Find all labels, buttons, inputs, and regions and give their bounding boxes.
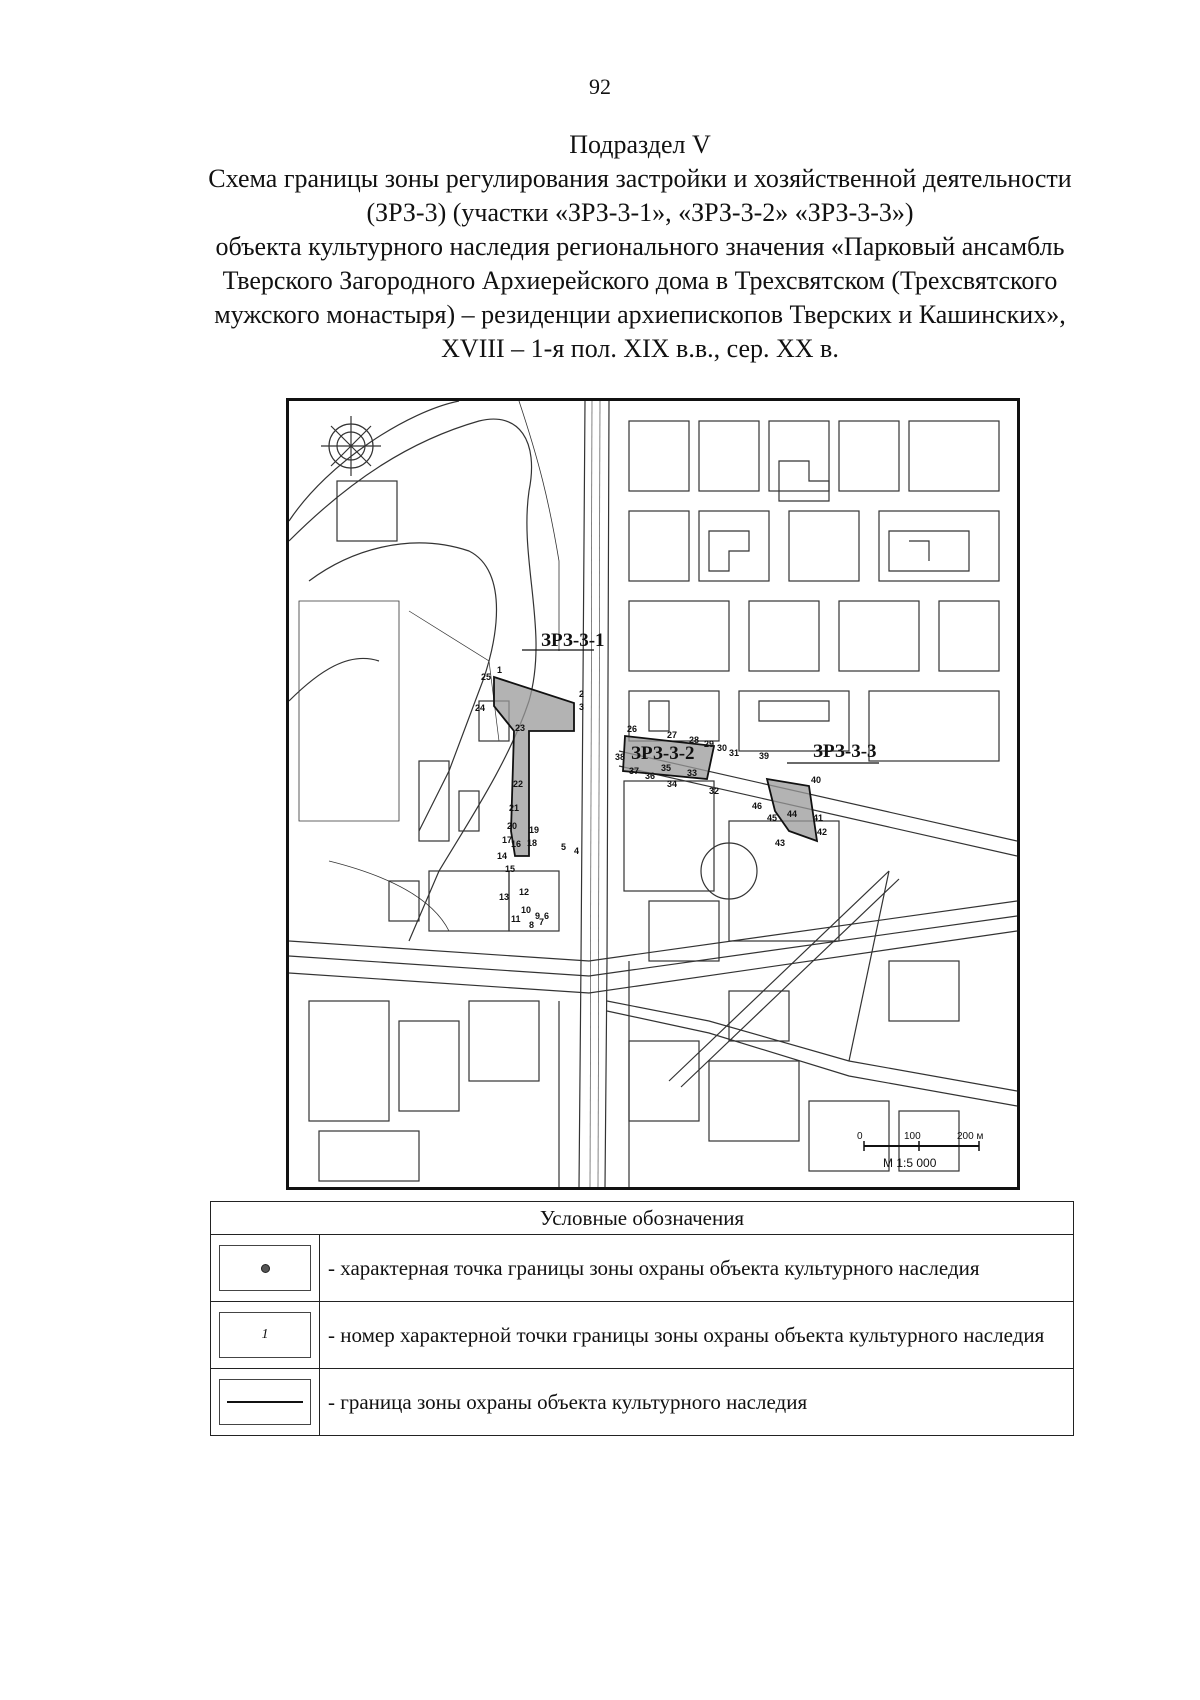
boundary-line-icon bbox=[227, 1401, 303, 1403]
point-number: 36 bbox=[645, 771, 656, 781]
zone-label-zrz-3-3: ЗРЗ-3-3 bbox=[813, 741, 877, 762]
point-number: 41 bbox=[813, 813, 824, 823]
legend-symbol-cell bbox=[211, 1302, 320, 1369]
heading-line: Подраздел V bbox=[569, 130, 711, 159]
point-number: 15 bbox=[505, 864, 516, 874]
zone-label-zrz-3-2: ЗРЗ-3-2 bbox=[631, 743, 695, 764]
point-number: 12 bbox=[519, 887, 530, 897]
point-number: 38 bbox=[615, 752, 626, 762]
point-number: 14 bbox=[497, 851, 508, 861]
point-number: 13 bbox=[499, 892, 510, 902]
point-number: 46 bbox=[752, 801, 763, 811]
legend-symbol-cell bbox=[211, 1369, 320, 1436]
point-number: 39 bbox=[759, 751, 770, 761]
legend-header-row bbox=[211, 1202, 1074, 1235]
point-number: 9 bbox=[535, 911, 541, 921]
map-drawing bbox=[289, 401, 1017, 1187]
scale-label: 0 bbox=[857, 1131, 863, 1142]
point-number: 5 bbox=[561, 842, 567, 852]
point-number-sample: 1 bbox=[261, 1327, 269, 1342]
heading-line: XVIII – 1-я пол. XIX в.в., сер. XX в. bbox=[441, 334, 839, 363]
point-number: 31 bbox=[729, 748, 740, 758]
point-number: 17 bbox=[502, 835, 513, 845]
point-number: 34 bbox=[667, 779, 678, 789]
point-number: 33 bbox=[687, 768, 698, 778]
point-number: 19 bbox=[529, 825, 540, 835]
point-number: 24 bbox=[475, 703, 486, 713]
legend-symbol bbox=[219, 1245, 311, 1291]
legend-description: - характерная точка границы зоны охраны объекта культурного наследия bbox=[320, 1235, 1074, 1302]
legend-symbol bbox=[219, 1312, 311, 1358]
point-number: 29 bbox=[704, 739, 715, 749]
point-number: 16 bbox=[511, 839, 522, 849]
legend-row bbox=[211, 1302, 1074, 1369]
point-number: 28 bbox=[689, 735, 700, 745]
legend-text: характерная точка границы зоны охраны объекта культурного наследия bbox=[340, 1255, 980, 1280]
point-number: 10 bbox=[521, 905, 532, 915]
point-number: 21 bbox=[509, 803, 520, 813]
point-number: 32 bbox=[709, 786, 720, 796]
point-number: 45 bbox=[767, 813, 778, 823]
page-number: 92 bbox=[589, 74, 611, 99]
heading-line: (ЗРЗ-3) (участки «ЗРЗ-3-1», «ЗРЗ-3-2» «ЗРЗ-3-3») bbox=[366, 198, 914, 227]
scale-label: 200 м bbox=[957, 1131, 984, 1142]
document-heading bbox=[150, 128, 1130, 366]
point-number: 27 bbox=[667, 730, 678, 740]
legend-table bbox=[210, 1201, 1074, 1436]
zone-label-zrz-3-1: ЗРЗ-3-1 bbox=[541, 630, 605, 651]
point-number: 2 bbox=[579, 689, 585, 699]
legend-description: - граница зоны охраны объекта культурного наследия bbox=[320, 1369, 1074, 1436]
point-number: 11 bbox=[511, 914, 521, 924]
map-linework bbox=[289, 401, 1017, 1187]
point-number: 20 bbox=[507, 821, 518, 831]
legend-symbol-cell bbox=[211, 1235, 320, 1302]
legend-text: граница зоны охраны объекта культурного наследия bbox=[340, 1389, 808, 1414]
scale-ratio: М 1:5 000 bbox=[883, 1156, 937, 1170]
heading-line: мужского монастыря) – резиденции архиепископов Тверских и Кашинских», bbox=[214, 300, 1066, 329]
point-number: 35 bbox=[661, 763, 672, 773]
point-number: 1 bbox=[497, 665, 503, 675]
point-number: 4 bbox=[574, 846, 580, 856]
heading-line: Тверского Загородного Архиерейского дома в Трехсвятском (Трехсвятского bbox=[222, 266, 1058, 295]
point-number: 6 bbox=[544, 911, 550, 921]
point-number: 44 bbox=[787, 809, 798, 819]
zone-map bbox=[286, 398, 1020, 1190]
legend-symbol bbox=[219, 1379, 311, 1425]
point-number: 8 bbox=[529, 920, 535, 930]
legend-description: - номер характерной точки границы зоны охраны объекта культурного наследия bbox=[320, 1302, 1074, 1369]
legend-row bbox=[211, 1235, 1074, 1302]
point-number: 25 bbox=[481, 672, 492, 682]
point-number: 18 bbox=[527, 838, 538, 848]
legend-row bbox=[211, 1369, 1074, 1436]
scale-bar bbox=[857, 1131, 983, 1170]
heading-line: объекта культурного наследия регионального значения «Парковый ансамбль bbox=[215, 232, 1065, 261]
point-number: 40 bbox=[811, 775, 822, 785]
point-number: 43 bbox=[775, 838, 786, 848]
point-number: 42 bbox=[817, 827, 828, 837]
scale-label: 100 bbox=[904, 1131, 921, 1142]
point-number: 26 bbox=[627, 724, 638, 734]
point-number: 30 bbox=[717, 743, 728, 753]
heading-line: Схема границы зоны регулирования застройки и хозяйственной деятельности bbox=[208, 164, 1072, 193]
point-number: 37 bbox=[629, 766, 640, 776]
point-number: 3 bbox=[579, 702, 585, 712]
point-marker-icon bbox=[261, 1264, 270, 1273]
point-number: 7 bbox=[539, 917, 545, 927]
legend-text: номер характерной точки границы зоны охраны объекта культурного наследия bbox=[340, 1322, 1045, 1347]
point-number: 22 bbox=[513, 779, 524, 789]
point-number: 23 bbox=[515, 723, 526, 733]
legend-title: Условные обозначения bbox=[211, 1202, 1074, 1235]
